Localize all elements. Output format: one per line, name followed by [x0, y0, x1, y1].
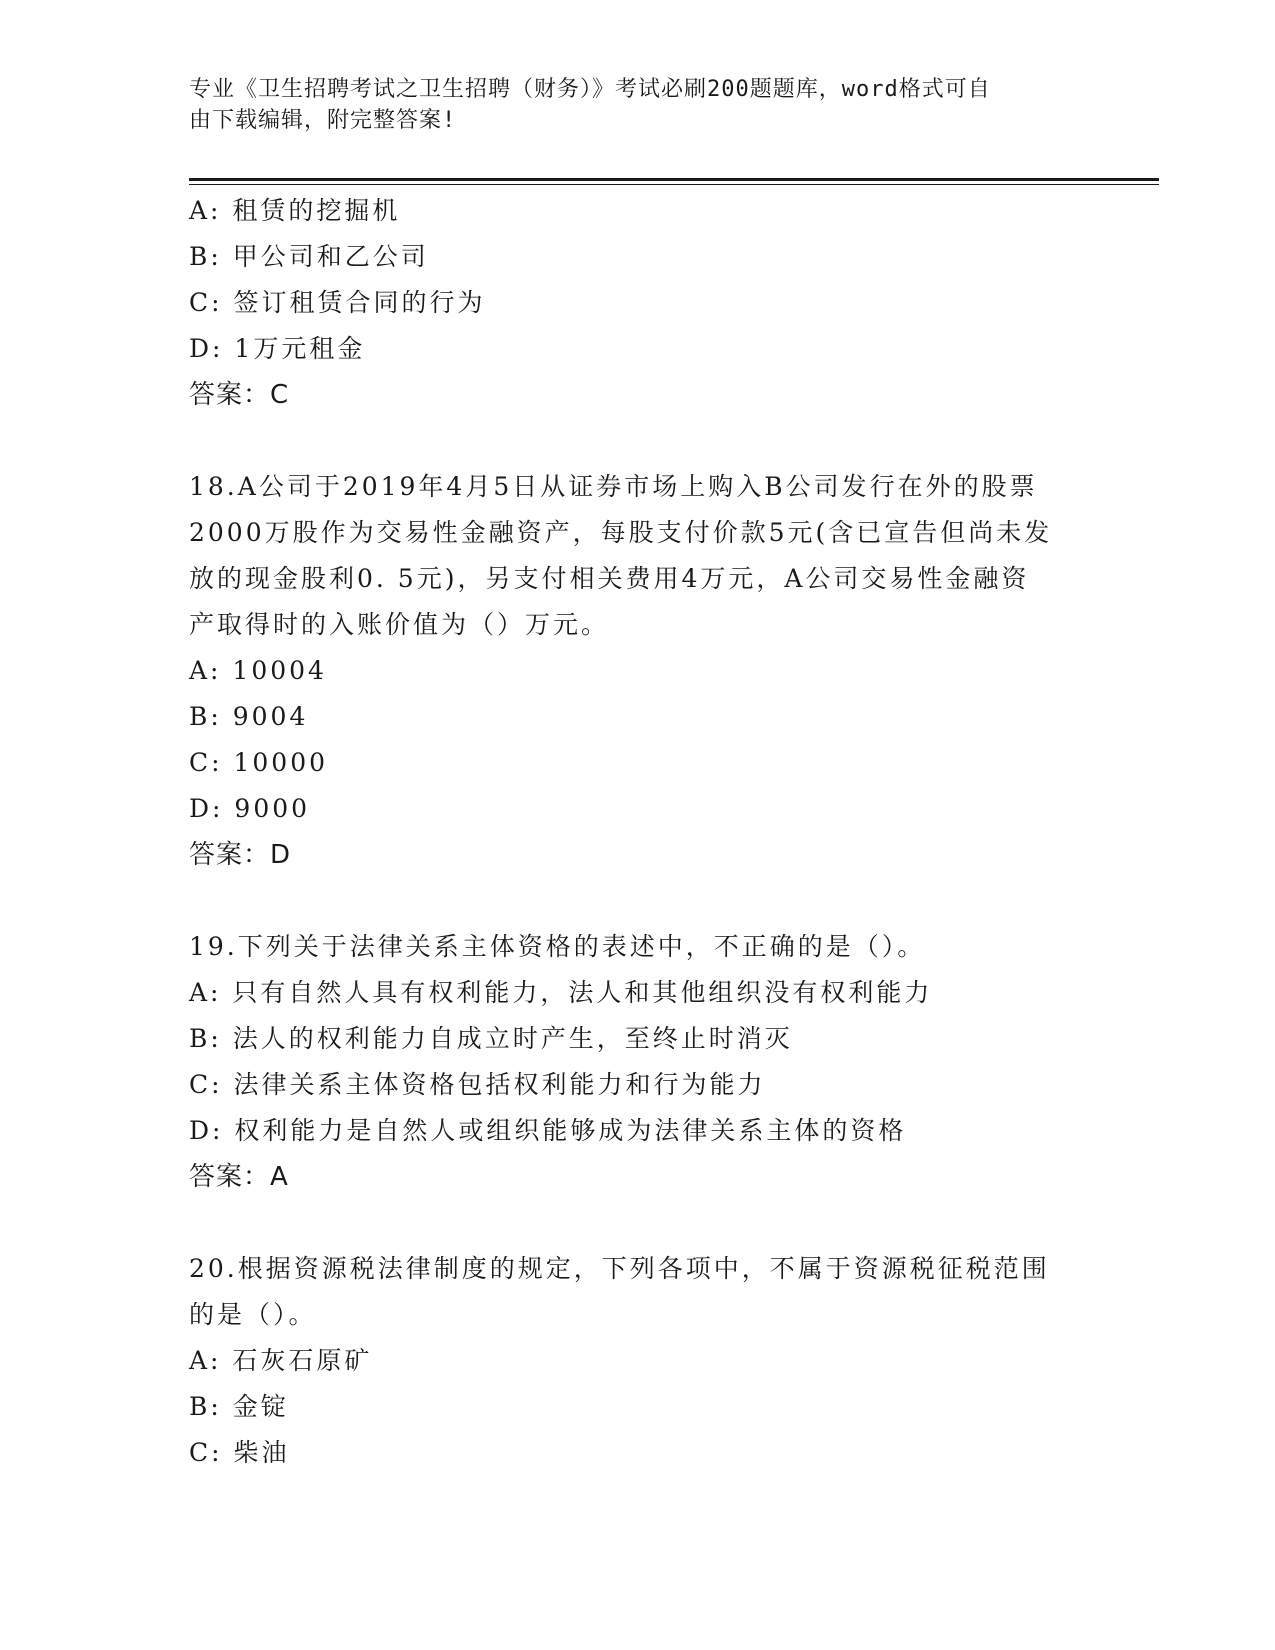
q18-answer: 答案：D: [189, 840, 292, 870]
header-rule-thick: [189, 178, 1159, 181]
q18-stem-line-2: 2000万股作为交易性金融资产，每股支付价款5元(含已宣告但尚未发: [189, 518, 1053, 547]
q19-answer: 答案：A: [189, 1162, 289, 1192]
header-line-1: 专业《卫生招聘考试之卫生招聘（财务）》考试必刷200题题库，word格式可自: [189, 77, 991, 102]
header-rule-thin: [189, 184, 1159, 185]
header-line-2: 由下载编辑，附完整答案!: [189, 108, 457, 133]
q17-option-d: D: 1万元租金: [189, 334, 366, 363]
q20-option-c: C: 柴油: [189, 1438, 290, 1467]
q19-option-b: B: 法人的权利能力自成立时产生，至终止时消灭: [189, 1024, 793, 1053]
q18-stem-line-3: 放的现金股利0. 5元)，另支付相关费用4万元，A公司交易性金融资: [189, 564, 1030, 593]
question-19: [189, 924, 1089, 1200]
q18-option-b: B: 9004: [189, 702, 309, 731]
q20-stem-line-2: 的是（）。: [189, 1300, 317, 1329]
q19-option-c: C: 法律关系主体资格包括权利能力和行为能力: [189, 1070, 766, 1099]
q19-option-a: A: 只有自然人具有权利能力，法人和其他组织没有权利能力: [189, 978, 933, 1007]
q19-option-d: D: 权利能力是自然人或组织能够成为法律关系主体的资格: [189, 1116, 907, 1145]
question-20: [189, 1246, 1089, 1476]
document-header: [189, 74, 1079, 136]
q17-option-c: C: 签订租赁合同的行为: [189, 288, 486, 317]
q20-stem-line-1: 20.根据资源税法律制度的规定，下列各项中，不属于资源税征税范围: [189, 1254, 1050, 1283]
q20-option-a: A: 石灰石原矿: [189, 1346, 373, 1375]
q18-stem-line-4: 产取得时的入账价值为（）万元。: [189, 610, 610, 639]
question-17: [189, 188, 1089, 418]
q17-answer: 答案：C: [189, 380, 290, 410]
q18-stem-line-1: 18.A公司于2019年4月5日从证券市场上购入B公司发行在外的股票: [189, 472, 1038, 501]
q20-option-b: B: 金锭: [189, 1392, 289, 1421]
q19-stem-line-1: 19.下列关于法律关系主体资格的表述中，不正确的是（）。: [189, 932, 926, 961]
q18-option-a: A: 10004: [189, 656, 327, 685]
q17-option-b: B: 甲公司和乙公司: [189, 242, 429, 271]
q17-option-a: A: 租赁的挖掘机: [189, 196, 401, 225]
q18-option-d: D: 9000: [189, 794, 311, 823]
question-list: [189, 188, 1089, 1476]
q18-option-c: C: 10000: [189, 748, 329, 777]
spacer: [189, 418, 1089, 464]
question-18: [189, 464, 1089, 878]
spacer: [189, 878, 1089, 924]
spacer: [189, 1200, 1089, 1246]
